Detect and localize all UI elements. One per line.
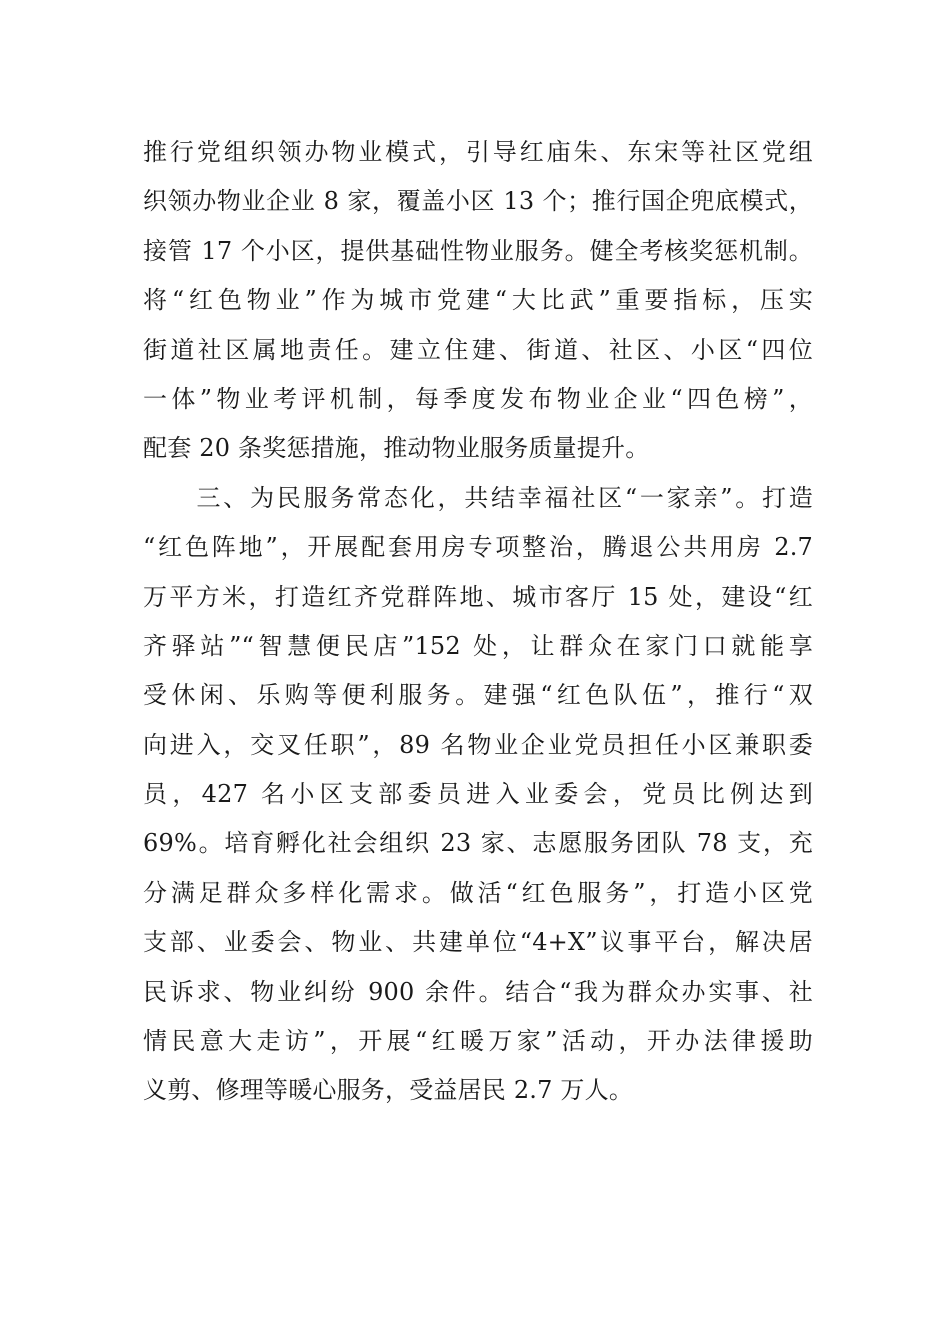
paragraph-1 bbox=[143, 128, 813, 474]
text-line: 织领办物业企业 8 家，覆盖小区 13 个；推行国企兜底模式， bbox=[143, 187, 813, 216]
text-line: 齐驿站”“智慧便民店”152 处，让群众在家门口就能享 bbox=[143, 631, 813, 660]
text-line: 一体”物业考评机制，每季度发布物业企业“四色榜”， bbox=[143, 384, 813, 413]
text-line: “红色阵地”，开展配套用房专项整治，腾退公共用房 2.7 bbox=[143, 533, 813, 562]
text-line: 情民意大走访”，开展“红暖万家”活动，开办法律援助 bbox=[143, 1027, 813, 1056]
body-text bbox=[143, 128, 813, 1116]
text-line: 员，427 名小区支部委员进入业委会，党员比例达到 bbox=[143, 780, 813, 809]
text-line: 69%。培育孵化社会组织 23 家、志愿服务团队 78 支，充 bbox=[143, 829, 813, 858]
text-line: 支部、业委会、物业、共建单位“4+X”议事平台，解决居 bbox=[143, 928, 813, 957]
paragraph-2 bbox=[143, 474, 813, 1116]
text-line: 受休闲、乐购等便利服务。建强“红色队伍”，推行“双 bbox=[143, 681, 813, 710]
text-line: 民诉求、物业纠纷 900 余件。结合“我为群众办实事、社 bbox=[143, 977, 813, 1006]
text-line: 街道社区属地责任。建立住建、街道、社区、小区“四位 bbox=[143, 335, 813, 364]
text-line: 万平方米，打造红齐党群阵地、城市客厅 15 处，建设“红 bbox=[143, 582, 813, 611]
text-line: 将“红色物业”作为城市党建“大比武”重要指标，压实 bbox=[143, 286, 813, 315]
text-line: 配套 20 条奖惩措施，推动物业服务质量提升。 bbox=[143, 434, 650, 463]
text-line: 分满足群众多样化需求。做活“红色服务”，打造小区党 bbox=[143, 878, 813, 907]
text-line: 三、为民服务常态化，共结幸福社区“一家亲”。打造 bbox=[143, 483, 813, 512]
text-line: 接管 17 个小区，提供基础性物业服务。健全考核奖惩机制。 bbox=[143, 236, 813, 265]
text-line: 向进入，交叉任职”，89 名物业企业党员担任小区兼职委 bbox=[143, 730, 813, 759]
text-line: 推行党组织领办物业模式，引导红庙朱、东宋等社区党组 bbox=[143, 138, 813, 166]
text-line: 义剪、修理等暖心服务，受益居民 2.7 万人。 bbox=[143, 1076, 634, 1105]
